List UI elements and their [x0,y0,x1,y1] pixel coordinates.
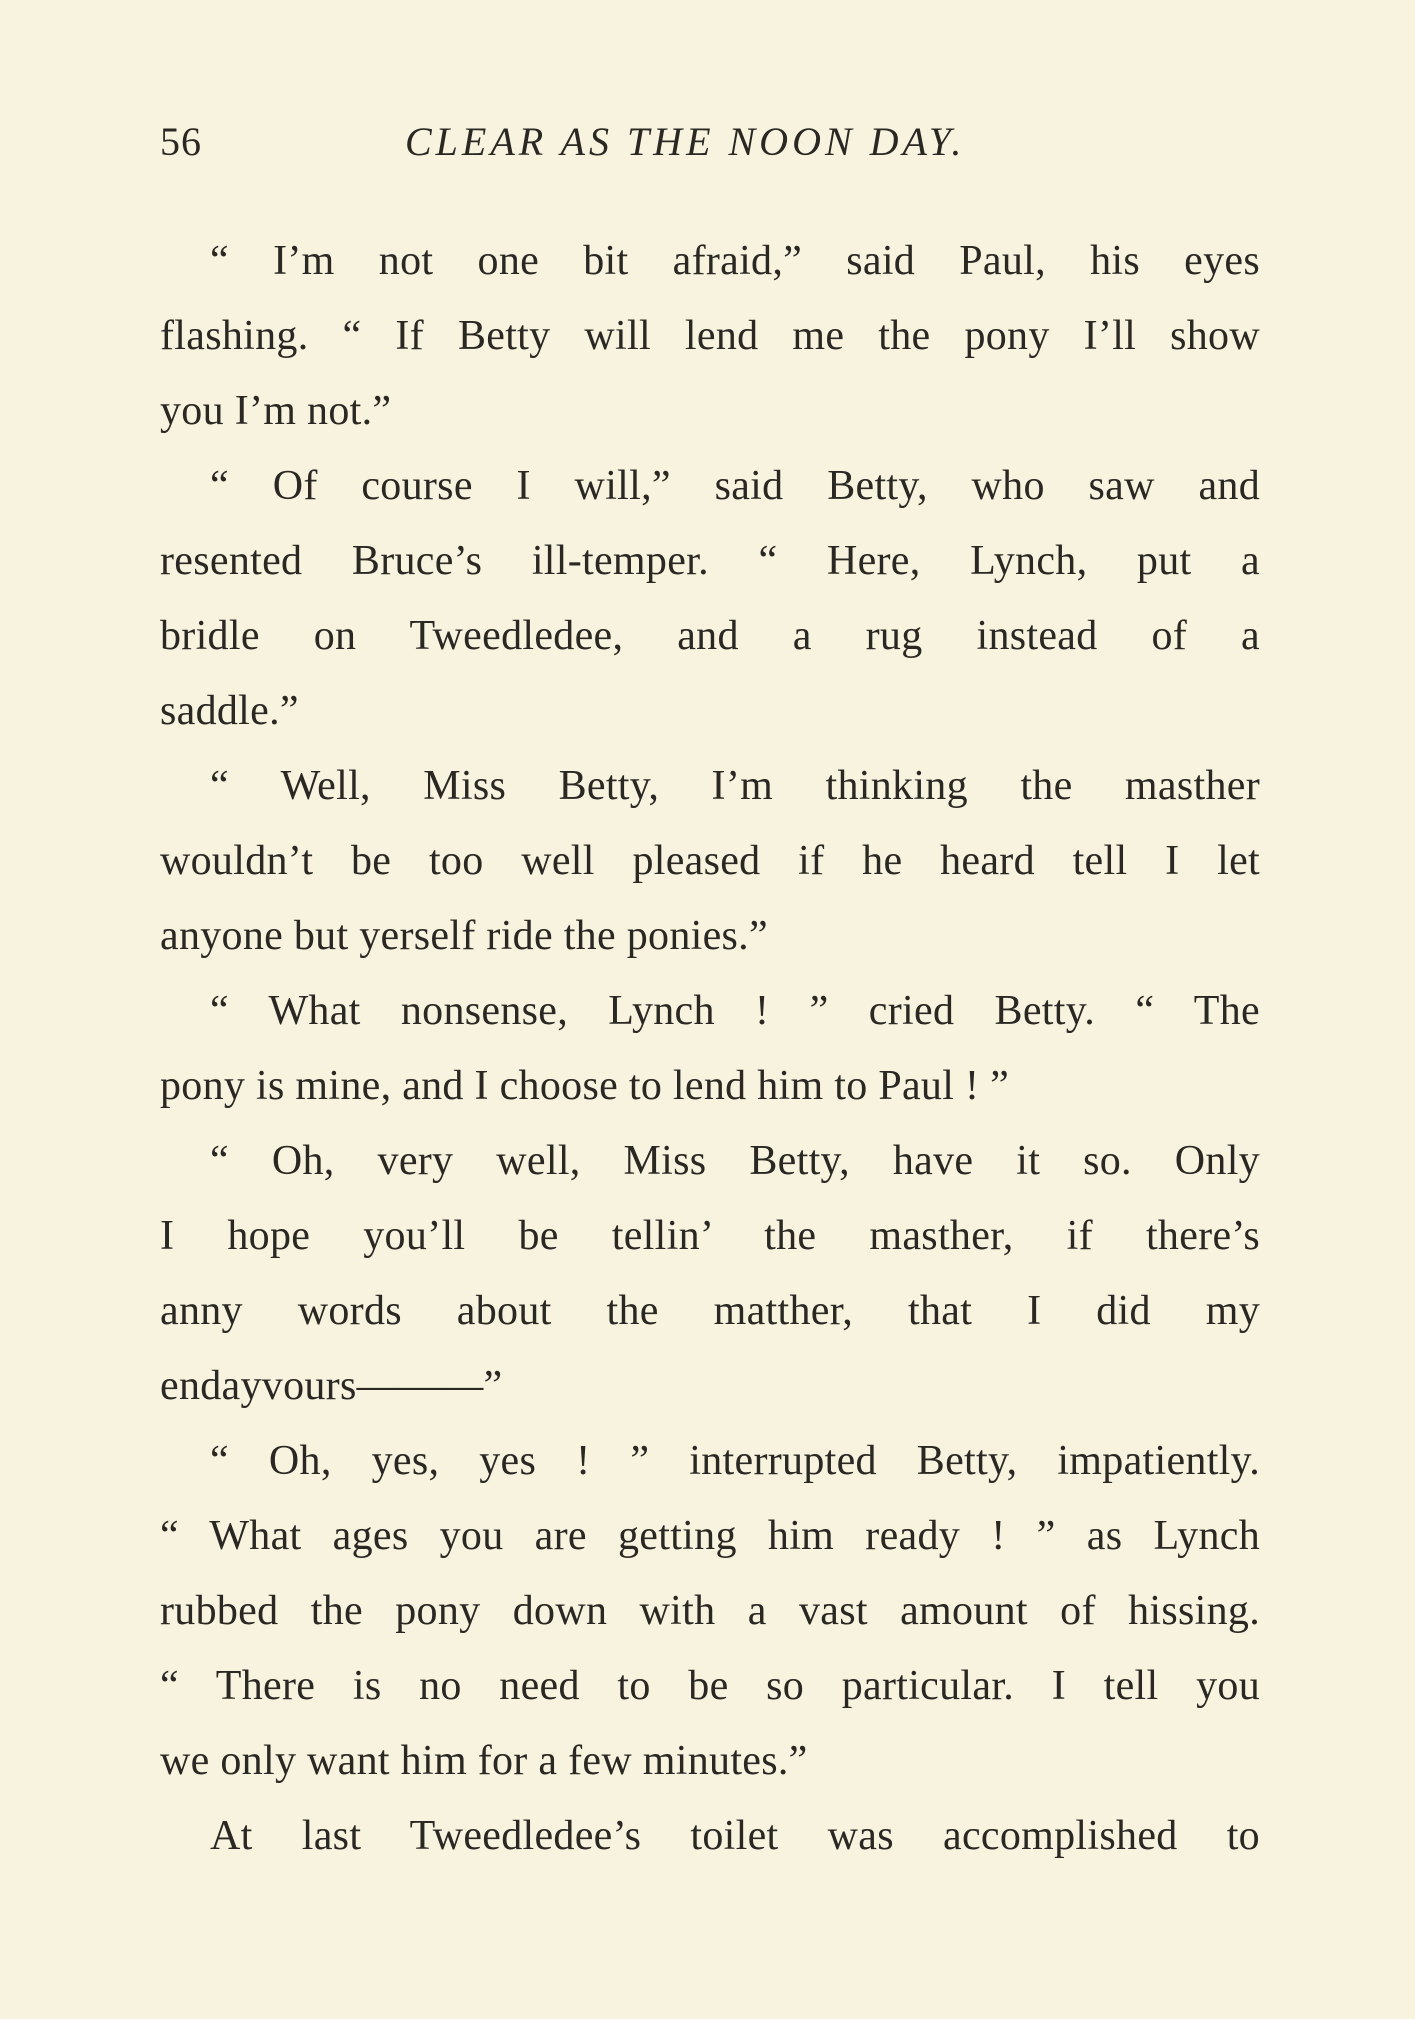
text-line: wouldn’t be too well pleased if he heard tell I let [160,838,1260,884]
page-number: 56 [160,119,202,164]
text-line: “ What ages you are getting him ready ! ” as Lynch [160,1513,1260,1559]
text-line: “ Of course I will,” said Betty, who saw and [210,463,1260,509]
text-line: “ There is no need to be so particular. I tell you [160,1663,1260,1709]
text-line: saddle.” [160,688,299,734]
text-line: pony is mine, and I choose to lend him to Paul ! ” [160,1063,1010,1109]
text-line: anyone but yerself ride the ponies.” [160,913,768,959]
text-line: rubbed the pony down with a vast amount of hissing. [160,1588,1260,1634]
text-line: anny words about the matther, that I did my [160,1288,1260,1334]
page-header [160,118,1260,178]
text-line: “ Well, Miss Betty, I’m thinking the masther [210,763,1260,809]
text-line: “ I’m not one bit afraid,” said Paul, his eyes [210,238,1260,284]
text-line: resented Bruce’s ill-temper. “ Here, Lynch, put a [160,538,1260,584]
text-line: “ Oh, very well, Miss Betty, have it so. Only [210,1138,1260,1184]
text-line: bridle on Tweedledee, and a rug instead of a [160,613,1260,659]
text-line: you I’m not.” [160,388,392,434]
text-line: At last Tweedledee’s toilet was accomplished to [210,1813,1260,1859]
text-line: “ What nonsense, Lynch ! ” cried Betty. “ The [210,988,1260,1034]
text-line: we only want him for a few minutes.” [160,1738,808,1784]
text-line: flashing. “ If Betty will lend me the pony I’ll show [160,313,1260,359]
running-title: CLEAR AS THE NOON DAY. [405,119,966,164]
text-line: “ Oh, yes, yes ! ” interrupted Betty, impatiently. [210,1438,1260,1484]
body-text [160,224,1260,1874]
text-line: endayvours———” [160,1363,503,1409]
text-line: I hope you’ll be tellin’ the masther, if there’s [160,1213,1260,1259]
